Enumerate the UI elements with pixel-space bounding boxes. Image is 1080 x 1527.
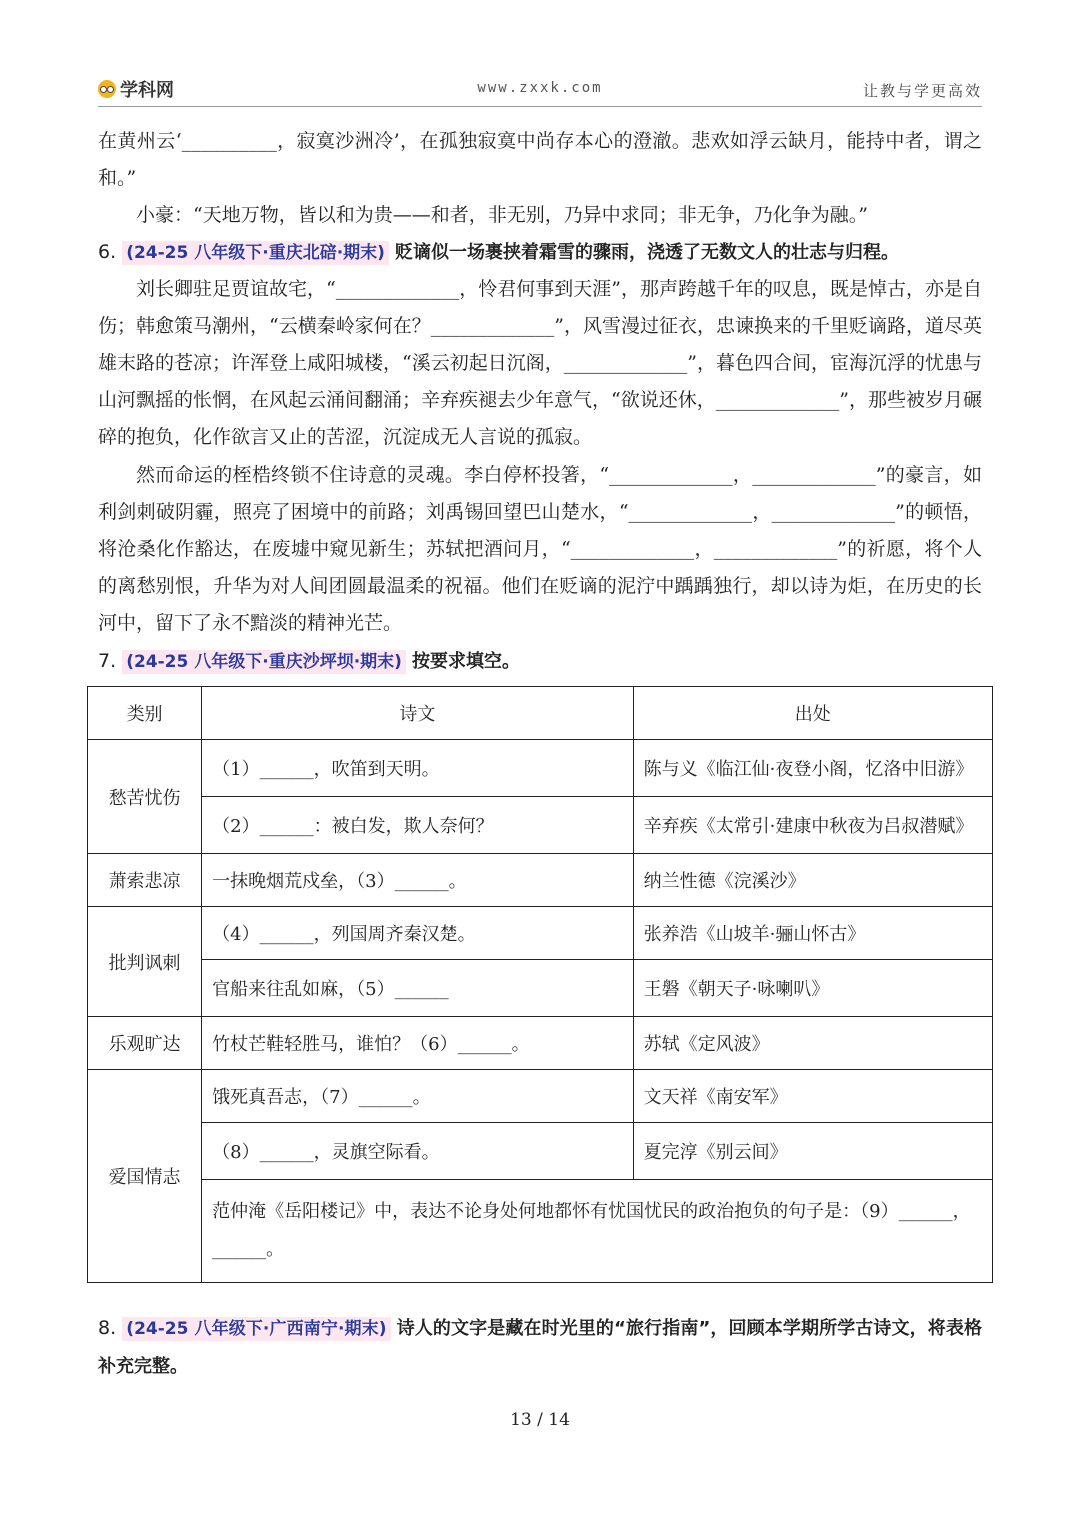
question-number: 8.	[98, 1317, 117, 1339]
site-url: www.zxxk.com	[477, 80, 603, 96]
paragraph-continued: 在黄州云‘__________，寂寞沙洲冷’，在孤独寂寞中尚存本心的澄澈。悲欢如浮云缺月，能持中者，谓之和。”	[98, 130, 982, 189]
table-row	[88, 854, 993, 907]
table-row	[88, 907, 993, 960]
source-cell: 张养浩《山坡羊·骊山怀古》	[633, 907, 992, 960]
poem-cell: （1）______，吹笛到天明。	[202, 740, 633, 797]
table-header-cell: 类别	[88, 687, 202, 740]
source-cell: 陈与义《临江仙·夜登小阁，忆洛中旧游》	[633, 740, 992, 797]
poem-cell: （8）______，灵旗空际看。	[202, 1123, 633, 1180]
poem-cell: 官船来往乱如麻，（5）______	[202, 960, 633, 1017]
question-source-tag: (24-25 八年级下·广西南宁·期末)	[122, 1317, 390, 1341]
page-header	[98, 74, 982, 107]
poem-cell: 一抹晚烟荒戍垒，（3）______。	[202, 854, 633, 907]
poem-cell: （4）______，列国周齐秦汉楚。	[202, 907, 633, 960]
question-8-heading	[98, 1310, 982, 1385]
source-cell: 辛弃疾《太常引·建康中秋夜为吕叔潜赋》	[633, 797, 992, 854]
question-title: 按要求填空。	[411, 651, 520, 672]
question-6-paragraph-1: 刘长卿驻足贾谊故宅，“_____________，怜君何事到天涯”，那声跨越千年的叹息，既是悼古，亦是自伤；韩愈策马潮州，“云横秦岭家何在？_____________”，风雪漫过征衣，忠谏换来的千里贬谪路，道尽英雄末路的苍凉；许浑登上咸阳城楼，“溪云初起日沉阁，_____________”，暮色四合间，宦海沉浮的忧患与山河飘摇的怅惘，在风起云涌间翻涌；辛弃疾褪去少年意气，“欲说还休，_____________”，那些被岁月碾碎的抱负，化作欲言又止的苦涩，沉淀成无人言说的孤寂。	[98, 278, 982, 448]
category-cell: 乐观旷达	[88, 1017, 202, 1070]
source-cell: 文天祥《南安军》	[633, 1070, 992, 1123]
question-title: 诗人的文字是藏在时光里的“旅行指南”，回顾本学期所学古诗文，将表格补充完整。	[98, 1318, 982, 1377]
page-number: 13 / 14	[510, 1410, 570, 1430]
question-number: 7.	[98, 650, 117, 672]
logo-text: 学科网	[120, 80, 174, 101]
table-header-cell: 诗文	[202, 687, 633, 740]
poem-cell: 竹杖芒鞋轻胜马，谁怕？（6）______。	[202, 1017, 633, 1070]
table-row	[88, 1180, 993, 1283]
table-row	[88, 1017, 993, 1070]
source-cell: 王磐《朝天子·咏喇叭》	[633, 960, 992, 1017]
table-row	[88, 740, 993, 797]
question-6-heading	[98, 234, 982, 272]
header-slogan: 让教与学更高效	[862, 82, 982, 100]
poem-cell-wide: 范仲淹《岳阳楼记》中，表达不论身处何地都怀有忧国忧民的政治抱负的句子是：（9）______，______。	[202, 1180, 993, 1283]
source-cell: 纳兰性德《浣溪沙》	[633, 854, 992, 907]
table-row	[88, 1123, 993, 1180]
category-cell: 萧索悲凉	[88, 854, 202, 907]
question-6-paragraph-2: 然而命运的桎梏终锁不住诗意的灵魂。李白停杯投箸，“_____________，_____________”的豪言，如利剑刺破阴霾，照亮了困境中的前路；刘禹锡回望巴山楚水，“_____________，_____________”的顿悟，将沧桑化作豁达，在废墟中窥见新生；苏轼把酒问月，“_____________，_____________”的祈愿，将个人的离愁别恨，升华为对人间团圆最温柔的祝福。他们在贬谪的泥泞中踽踽独行，却以诗为炬，在历史的长河中，留下了永不黯淡的精神光芒。	[98, 464, 982, 634]
category-cell: 愁苦忧伤	[88, 740, 202, 854]
source-cell: 夏完淳《别云间》	[633, 1123, 992, 1180]
table-header-cell: 出处	[633, 687, 992, 740]
question-source-tag: (24-25 八年级下·重庆北碚·期末)	[122, 241, 389, 265]
category-cell: 爱国情志	[88, 1070, 202, 1283]
question-title: 贬谪似一场裹挟着霜雪的骤雨，浇透了无数文人的壮志与归程。	[394, 242, 899, 263]
poem-cell: 饿死真吾志，（7）______。	[202, 1070, 633, 1123]
table-row	[88, 797, 993, 854]
question-7-heading	[98, 643, 982, 681]
question-number: 6.	[98, 241, 117, 263]
table-header-row	[88, 687, 993, 740]
source-cell: 苏轼《定风波》	[633, 1017, 992, 1070]
paragraph-xiaohao: 小豪：“天地万物，皆以和为贵——和者，非无别，乃异中求同；非无争，乃化争为融。”	[136, 204, 868, 226]
category-cell: 批判讽刺	[88, 907, 202, 1017]
question-source-tag: (24-25 八年级下·重庆沙坪坝·期末)	[122, 650, 406, 674]
fill-in-table	[87, 686, 993, 1283]
table-row	[88, 960, 993, 1017]
poem-cell: （2）______：被白发，欺人奈何？	[202, 797, 633, 854]
table-row	[88, 1070, 993, 1123]
